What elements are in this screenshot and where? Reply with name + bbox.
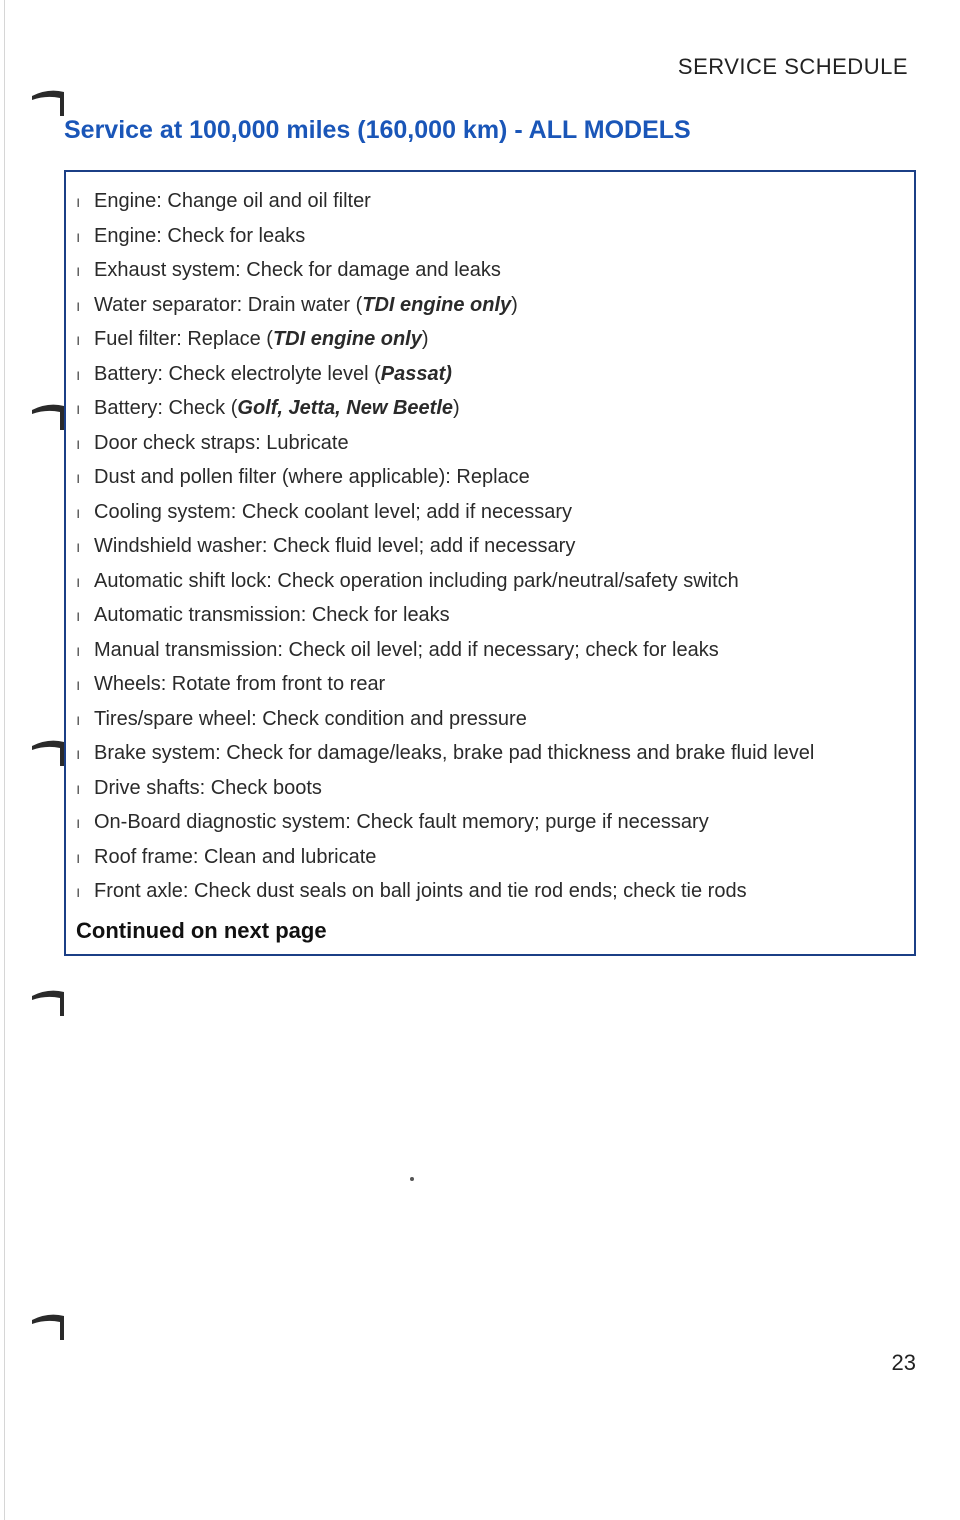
- bullet-icon: ı: [76, 711, 81, 729]
- page-tab-marker-icon: [30, 400, 66, 434]
- list-item: [76, 495, 908, 530]
- list-item: [76, 529, 908, 564]
- item-tail: ): [453, 397, 460, 419]
- item-text: Door check straps: Lubricate: [94, 431, 349, 454]
- page-tab-marker-icon: [30, 986, 66, 1020]
- section-header: SERVICE SCHEDULE: [677, 54, 908, 79]
- list-item: [76, 184, 908, 219]
- list-item: [76, 633, 908, 668]
- item-text: Front axle: Check dust seals on ball joints and tie rod ends; check tie rods: [94, 880, 747, 902]
- list-item: [76, 771, 908, 806]
- bullet-icon: ı: [76, 573, 81, 591]
- service-items-box: [64, 170, 916, 956]
- bullet-icon: ı: [76, 884, 81, 901]
- bullet-icon: ı: [76, 642, 81, 660]
- list-item: [76, 598, 908, 633]
- bullet-icon: ı: [76, 746, 81, 763]
- list-item: [76, 288, 908, 323]
- item-text: Tires/spare wheel: Check condition and pressure: [94, 707, 527, 730]
- item-text: Dust and pollen filter (where applicable): Replace: [94, 466, 530, 488]
- bullet-icon: ı: [76, 849, 81, 867]
- item-text: Engine: Check for leaks: [94, 224, 306, 247]
- bullet-icon: ı: [76, 608, 81, 625]
- list-item: [76, 426, 908, 461]
- page-edge-line: [4, 0, 5, 1520]
- item-emphasis: Passat): [380, 362, 452, 385]
- continued-note: Continued on next page: [76, 918, 327, 943]
- list-item: [76, 564, 908, 599]
- list-item: [76, 667, 908, 702]
- list-item: [76, 357, 908, 392]
- page-tab-marker-icon: [30, 86, 66, 120]
- item-text: Battery: Check (: [94, 397, 238, 419]
- item-text: Cooling system: Check coolant level; add if necessary: [94, 500, 573, 523]
- bullet-icon: ı: [76, 194, 81, 211]
- bullet-icon: ı: [76, 401, 81, 418]
- item-text: Windshield washer: Check fluid level; add if necessary: [94, 535, 576, 557]
- bullet-icon: ı: [76, 228, 81, 246]
- list-item: [76, 840, 908, 875]
- bullet-icon: ı: [76, 332, 81, 349]
- item-text: Manual transmission: Check oil level; add if necessary; check for leaks: [94, 638, 719, 661]
- bullet-icon: ı: [76, 504, 81, 522]
- item-text: Automatic transmission: Check for leaks: [94, 604, 450, 626]
- page-tab-marker-icon: [30, 1310, 66, 1344]
- bullet-icon: ı: [76, 677, 81, 694]
- bullet-icon: ı: [76, 470, 81, 487]
- item-tail: ): [421, 328, 429, 350]
- item-text: Water separator: Drain water (: [94, 293, 363, 316]
- page-title: Service at 100,000 miles (160,000 km) - ALL MODELS: [64, 116, 691, 144]
- bullet-icon: ı: [76, 297, 81, 315]
- item-text: Brake system: Check for damage/leaks, brake pad thickness and brake fluid level: [94, 742, 815, 764]
- item-emphasis: TDI engine only: [272, 328, 422, 350]
- item-text: Automatic shift lock: Check operation including park/neutral/safety switch: [94, 569, 739, 592]
- list-item: [76, 253, 908, 288]
- bullet-icon: ı: [76, 435, 81, 453]
- item-text: Fuel filter: Replace (: [94, 328, 273, 350]
- item-text: Drive shafts: Check boots: [94, 776, 322, 799]
- item-tail: ): [511, 293, 518, 316]
- bullet-icon: ı: [76, 539, 81, 556]
- item-text: Engine: Change oil and oil filter: [94, 190, 371, 212]
- list-item: [76, 874, 908, 909]
- list-item: [76, 322, 908, 357]
- stray-dot: [410, 1177, 414, 1181]
- bullet-icon: ı: [76, 815, 81, 832]
- item-text: Battery: Check electrolyte level (: [94, 362, 381, 385]
- item-text: On-Board diagnostic system: Check fault memory; purge if necessary: [94, 811, 709, 833]
- bullet-icon: ı: [76, 263, 81, 280]
- page-number: 23: [891, 1350, 916, 1375]
- item-text: Roof frame: Clean and lubricate: [94, 845, 377, 868]
- list-item: [76, 736, 908, 771]
- list-item: [76, 702, 908, 737]
- page-tab-marker-icon: [30, 736, 66, 770]
- item-text: Wheels: Rotate from front to rear: [94, 673, 386, 695]
- item-emphasis: Golf, Jetta, New Beetle: [237, 397, 454, 419]
- bullet-icon: ı: [76, 366, 81, 384]
- list-item: [76, 219, 908, 254]
- item-text: Exhaust system: Check for damage and leaks: [94, 259, 501, 281]
- service-items-list: [76, 184, 908, 909]
- list-item: [76, 805, 908, 840]
- bullet-icon: ı: [76, 780, 81, 798]
- item-emphasis: TDI engine only: [362, 293, 512, 316]
- list-item: [76, 391, 908, 426]
- list-item: [76, 460, 908, 495]
